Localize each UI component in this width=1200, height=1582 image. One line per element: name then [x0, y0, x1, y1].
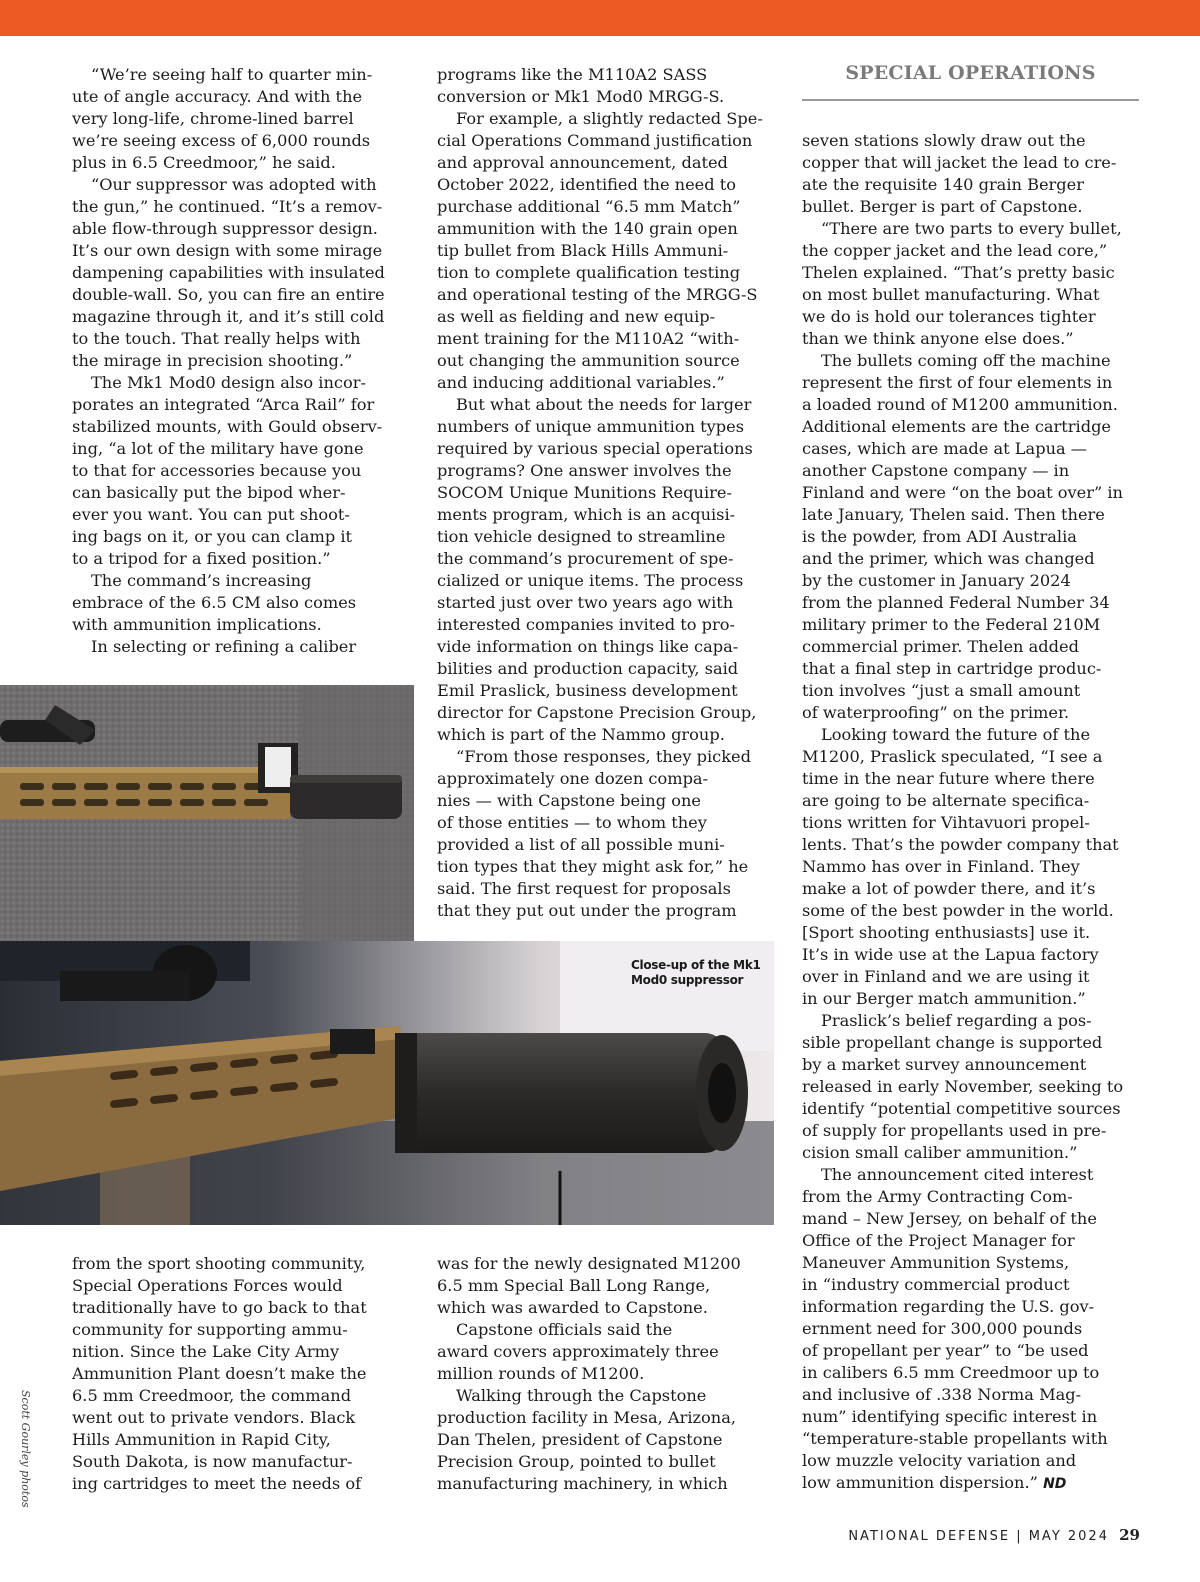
article-text-line: and approval announcement, dated	[437, 153, 728, 172]
article-text-line: seven stations slowly draw out the	[802, 131, 1086, 150]
article-text-line: time in the near future where there	[802, 769, 1095, 788]
article-text-line: ate the requisite 140 grain Berger	[802, 175, 1084, 194]
article-text-line: Looking toward the future of the	[821, 725, 1091, 744]
article-text-line: released in early November, seeking to	[802, 1077, 1124, 1096]
publication-name: NATIONAL DEFENSE	[848, 1529, 1011, 1544]
article-text-line: we’re seeing excess of 6,000 rounds	[72, 131, 371, 150]
column-1-bottom	[72, 1253, 402, 1495]
article-text-line: The Mk1 Mod0 design also incor-	[91, 373, 366, 392]
article-text-line: was for the newly designated M1200	[437, 1254, 741, 1273]
photo-credit: Scott Gourley photos	[19, 1390, 32, 1508]
column-2-bottom	[437, 1253, 777, 1495]
section-divider	[802, 99, 1139, 101]
article-text-line: bilities and production capacity, said	[437, 659, 739, 678]
article-text-line: which is part of the Nammo group.	[437, 725, 725, 744]
article-text-line: nition. Since the Lake City Army	[72, 1342, 340, 1361]
article-text-line: Thelen explained. “That’s pretty basic	[802, 263, 1115, 282]
article-text-line: approximately one dozen compa-	[437, 769, 709, 788]
article-text-line: Praslick’s belief regarding a pos-	[821, 1011, 1092, 1030]
article-text-line: plus in 6.5 Creedmoor,” he said.	[72, 153, 336, 172]
article-text-line: ing, “a lot of the military have gone	[72, 439, 364, 458]
article-text-line: very long-life, chrome-lined barrel	[72, 109, 354, 128]
article-text-line: programs? One answer involves the	[437, 461, 732, 480]
article-text-line: tion types that they might ask for,” he	[437, 857, 749, 876]
article-text-line: “There are two parts to every bullet,	[821, 219, 1122, 238]
article-text-line: able flow-through suppressor design.	[72, 219, 378, 238]
article-text-line: information regarding the U.S. gov-	[802, 1297, 1095, 1316]
article-text-line: The announcement cited interest	[821, 1165, 1094, 1184]
article-text-line: tion to complete qualification testing	[437, 263, 741, 282]
article-text-line: is the powder, from ADI Australia	[802, 527, 1077, 546]
article-text-line: Dan Thelen, president of Capstone	[437, 1430, 723, 1449]
article-text-line: Ammunition Plant doesn’t make the	[72, 1364, 367, 1383]
article-text-line: low muzzle velocity variation and	[802, 1451, 1077, 1470]
column-3	[802, 130, 1142, 1495]
article-text-line: Emil Praslick, business development	[437, 681, 738, 700]
article-text-line: that they put out under the program	[437, 901, 737, 920]
article-text-line: 6.5 mm Special Ball Long Range,	[437, 1276, 711, 1295]
article-text-line: tion vehicle designed to streamline	[437, 527, 726, 546]
article-text-line: over in Finland and we are using it	[802, 967, 1090, 986]
top-accent-bar	[0, 0, 1200, 36]
article-text-line: programs like the M110A2 SASS	[437, 65, 708, 84]
rifle-photo-top	[0, 685, 414, 941]
article-text-line: with ammunition implications.	[72, 615, 322, 634]
article-text-line: ing bags on it, or you can clamp it	[72, 527, 353, 546]
article-text-line: of propellant per year” to “be used	[802, 1341, 1089, 1360]
article-text-line: magazine through it, and it’s still cold	[72, 307, 385, 326]
article-signoff: ND	[1043, 1476, 1067, 1492]
article-text-line: Maneuver Ammunition Systems,	[802, 1253, 1070, 1272]
article-text-line: Nammo has over in Finland. They	[802, 857, 1080, 876]
article-text-line: are going to be alternate specifica-	[802, 791, 1090, 810]
article-text-line: cialized or unique items. The process	[437, 571, 744, 590]
article-text-line: from the Army Contracting Com-	[802, 1187, 1073, 1206]
column-1-top	[72, 64, 402, 658]
article-text-line: vide information on things like capa-	[437, 637, 739, 656]
article-text-line: out changing the ammunition source	[437, 351, 740, 370]
article-text-line: the command’s procurement of spe-	[437, 549, 734, 568]
article-text-line: another Capstone company — in	[802, 461, 1070, 480]
article-text-line: For example, a slightly redacted Spe-	[456, 109, 763, 128]
article-text-line: to that for accessories because you	[72, 461, 362, 480]
article-text-line: conversion or Mk1 Mod0 MRGG-S.	[437, 87, 725, 106]
article-text-line: porates an integrated “Arca Rail” for	[72, 395, 375, 414]
article-text-line: and operational testing of the MRGG-S	[437, 285, 758, 304]
article-text-line: [Sport shooting enthusiasts] use it.	[802, 923, 1091, 942]
article-text-line: as well as fielding and new equip-	[437, 307, 716, 326]
article-text-line: cial Operations Command justification	[437, 131, 753, 150]
article-text-line: started just over two years ago with	[437, 593, 734, 612]
article-text-line: tion involves “just a small amount	[802, 681, 1081, 700]
article-text-line: cision small caliber ammunition.”	[802, 1143, 1078, 1162]
article-text-line: It’s in wide use at the Lapua factory	[802, 945, 1099, 964]
article-text-line: which was awarded to Capstone.	[437, 1298, 708, 1317]
article-text-line: Walking through the Capstone	[456, 1386, 707, 1405]
article-text-line: mand – New Jersey, on behalf of the	[802, 1209, 1097, 1228]
page-number: 29	[1119, 1526, 1140, 1544]
issue-date: MAY 2024	[1028, 1529, 1109, 1544]
article-text-line: we do is hold our tolerances tighter	[802, 307, 1096, 326]
article-text-line: late January, Thelen said. Then there	[802, 505, 1105, 524]
article-text-line: that a final step in cartridge produc-	[802, 659, 1102, 678]
article-text-line: Precision Group, pointed to bullet	[437, 1452, 716, 1471]
article-text-line: ammunition with the 140 grain open	[437, 219, 738, 238]
article-text-line: military primer to the Federal 210M	[802, 615, 1101, 634]
article-text-line: by a market survey announcement	[802, 1055, 1087, 1074]
article-text-line: interested companies invited to pro-	[437, 615, 735, 634]
article-text-line: numbers of unique ammunition types	[437, 417, 745, 436]
article-text-line: production facility in Mesa, Arizona,	[437, 1408, 736, 1427]
article-text-line: 6.5 mm Creedmoor, the command	[72, 1386, 352, 1405]
article-text-line: purchase additional “6.5 mm Match”	[437, 197, 741, 216]
article-text-line: num” identifying specific interest in	[802, 1407, 1098, 1426]
article-text-line: can basically put the bipod wher-	[72, 483, 346, 502]
article-text-line: But what about the needs for larger	[456, 395, 752, 414]
article-text-line: the copper jacket and the lead core,”	[802, 241, 1108, 260]
article-text-line: M1200, Praslick speculated, “I see a	[802, 747, 1103, 766]
section-title: SPECIAL OPERATIONS	[845, 62, 1096, 84]
caption-line: Close-up of the Mk1	[631, 958, 761, 972]
article-text-line: of supply for propellants used in pre-	[802, 1121, 1107, 1140]
article-text-line: bullet. Berger is part of Capstone.	[802, 197, 1083, 216]
article-text-line: “We’re seeing half to quarter min-	[91, 65, 373, 84]
article-text-line: nies — with Capstone being one	[437, 791, 701, 810]
article-text-line: the gun,” he continued. “It’s a remov-	[72, 197, 383, 216]
article-text-line: provided a list of all possible muni-	[437, 835, 725, 854]
article-text-line: Special Operations Forces would	[72, 1276, 343, 1295]
article-text-line: dampening capabilities with insulated	[72, 263, 385, 282]
photo-caption	[631, 958, 766, 988]
article-text-line: director for Capstone Precision Group,	[437, 703, 757, 722]
article-text-line: South Dakota, is now manufactur-	[72, 1452, 353, 1471]
article-text-line: went out to private vendors. Black	[72, 1408, 356, 1427]
article-text-line: to a tripod for a fixed position.”	[72, 549, 331, 568]
caption-line: Mod0 suppressor	[631, 973, 744, 987]
article-text-line: The command’s increasing	[91, 571, 312, 590]
article-text-line: The bullets coming off the machine	[821, 351, 1111, 370]
article-text-line: in calibers 6.5 mm Creedmoor up to	[802, 1363, 1100, 1382]
article-text-line: cases, which are made at Lapua —	[802, 439, 1087, 458]
article-text-line: and the primer, which was changed	[802, 549, 1095, 568]
article-text-line: required by various special operations	[437, 439, 753, 458]
article-text-line: community for supporting ammu-	[72, 1320, 348, 1339]
article-text-line: copper that will jacket the lead to cre-	[802, 153, 1117, 172]
article-text-line: a loaded round of M1200 ammunition.	[802, 395, 1118, 414]
article-text-line: ing cartridges to meet the needs of	[72, 1474, 362, 1493]
article-text-line: embrace of the 6.5 CM also comes	[72, 593, 357, 612]
article-text-line: ment training for the M110A2 “with-	[437, 329, 740, 348]
article-text-line: manufacturing machinery, in which	[437, 1474, 728, 1493]
article-text-line: million rounds of M1200.	[437, 1364, 645, 1383]
article-text-line: double-wall. So, you can fire an entire	[72, 285, 385, 304]
article-text-line: It’s our own design with some mirage	[72, 241, 383, 260]
article-text-line: ever you want. You can put shoot-	[72, 505, 350, 524]
article-text-line: “Our suppressor was adopted with	[91, 175, 377, 194]
article-text-line: lents. That’s the powder company that	[802, 835, 1119, 854]
article-text-line: sible propellant change is supported	[802, 1033, 1103, 1052]
article-text-line: commercial primer. Thelen added	[802, 637, 1079, 656]
column-2-top	[437, 64, 777, 922]
page-folio	[848, 1526, 1140, 1544]
article-text-line: Office of the Project Manager for	[802, 1231, 1075, 1250]
article-text-line: Additional elements are the cartridge	[802, 417, 1112, 436]
article-text-line: tions written for Vihtavuori propel-	[802, 813, 1090, 832]
folio-separator: |	[1016, 1529, 1023, 1544]
article-text-line: of those entities — to whom they	[437, 813, 707, 832]
article-text-line: Hills Ammunition in Rapid City,	[72, 1430, 331, 1449]
article-text-line: In selecting or refining a caliber	[91, 637, 357, 656]
article-text-line: to the touch. That really helps with	[72, 329, 361, 348]
article-text-line: October 2022, identified the need to	[437, 175, 737, 194]
article-text-line: than we think anyone else does.”	[802, 329, 1074, 348]
article-text-line: stabilized mounts, with Gould observ-	[72, 417, 383, 436]
article-text-line: represent the first of four elements in	[802, 373, 1113, 392]
article-text-line: said. The first request for proposals	[437, 879, 731, 898]
article-text-line: tip bullet from Black Hills Ammuni-	[437, 241, 729, 260]
article-text-line: SOCOM Unique Munitions Require-	[437, 483, 732, 502]
article-text-line: make a lot of powder there, and it’s	[802, 879, 1096, 898]
article-text-line: Capstone officials said the	[456, 1320, 673, 1339]
article-text-line: award covers approximately three	[437, 1342, 719, 1361]
article-text-line: of waterproofing” on the primer.	[802, 703, 1070, 722]
article-text-line: ments program, which is an acquisi-	[437, 505, 736, 524]
article-text-line: ute of angle accuracy. And with the	[72, 87, 363, 106]
article-text-line: low ammunition dispersion.” ND	[802, 1473, 1067, 1492]
article-text-line: in “industry commercial product	[802, 1275, 1070, 1294]
article-text-line: in our Berger match ammunition.”	[802, 989, 1086, 1008]
article-text-line: from the sport shooting community,	[72, 1254, 366, 1273]
article-text-line: from the planned Federal Number 34	[802, 593, 1110, 612]
article-text-line: and inducing additional variables.”	[437, 373, 725, 392]
article-text-line: “temperature-stable propellants with	[802, 1429, 1108, 1448]
article-text-line: “From those responses, they picked	[456, 747, 751, 766]
article-text-line: ernment need for 300,000 pounds	[802, 1319, 1083, 1338]
article-text-line: traditionally have to go back to that	[72, 1298, 367, 1317]
article-text-line: and inclusive of .338 Norma Mag-	[802, 1385, 1082, 1404]
article-text-line: by the customer in January 2024	[802, 571, 1071, 590]
article-text-line: some of the best powder in the world.	[802, 901, 1114, 920]
article-text-line: Finland and were “on the boat over” in	[802, 483, 1123, 502]
article-text-line: identify “potential competitive sources	[802, 1099, 1121, 1118]
article-text-line: on most bullet manufacturing. What	[802, 285, 1100, 304]
article-text-line: the mirage in precision shooting.”	[72, 351, 353, 370]
